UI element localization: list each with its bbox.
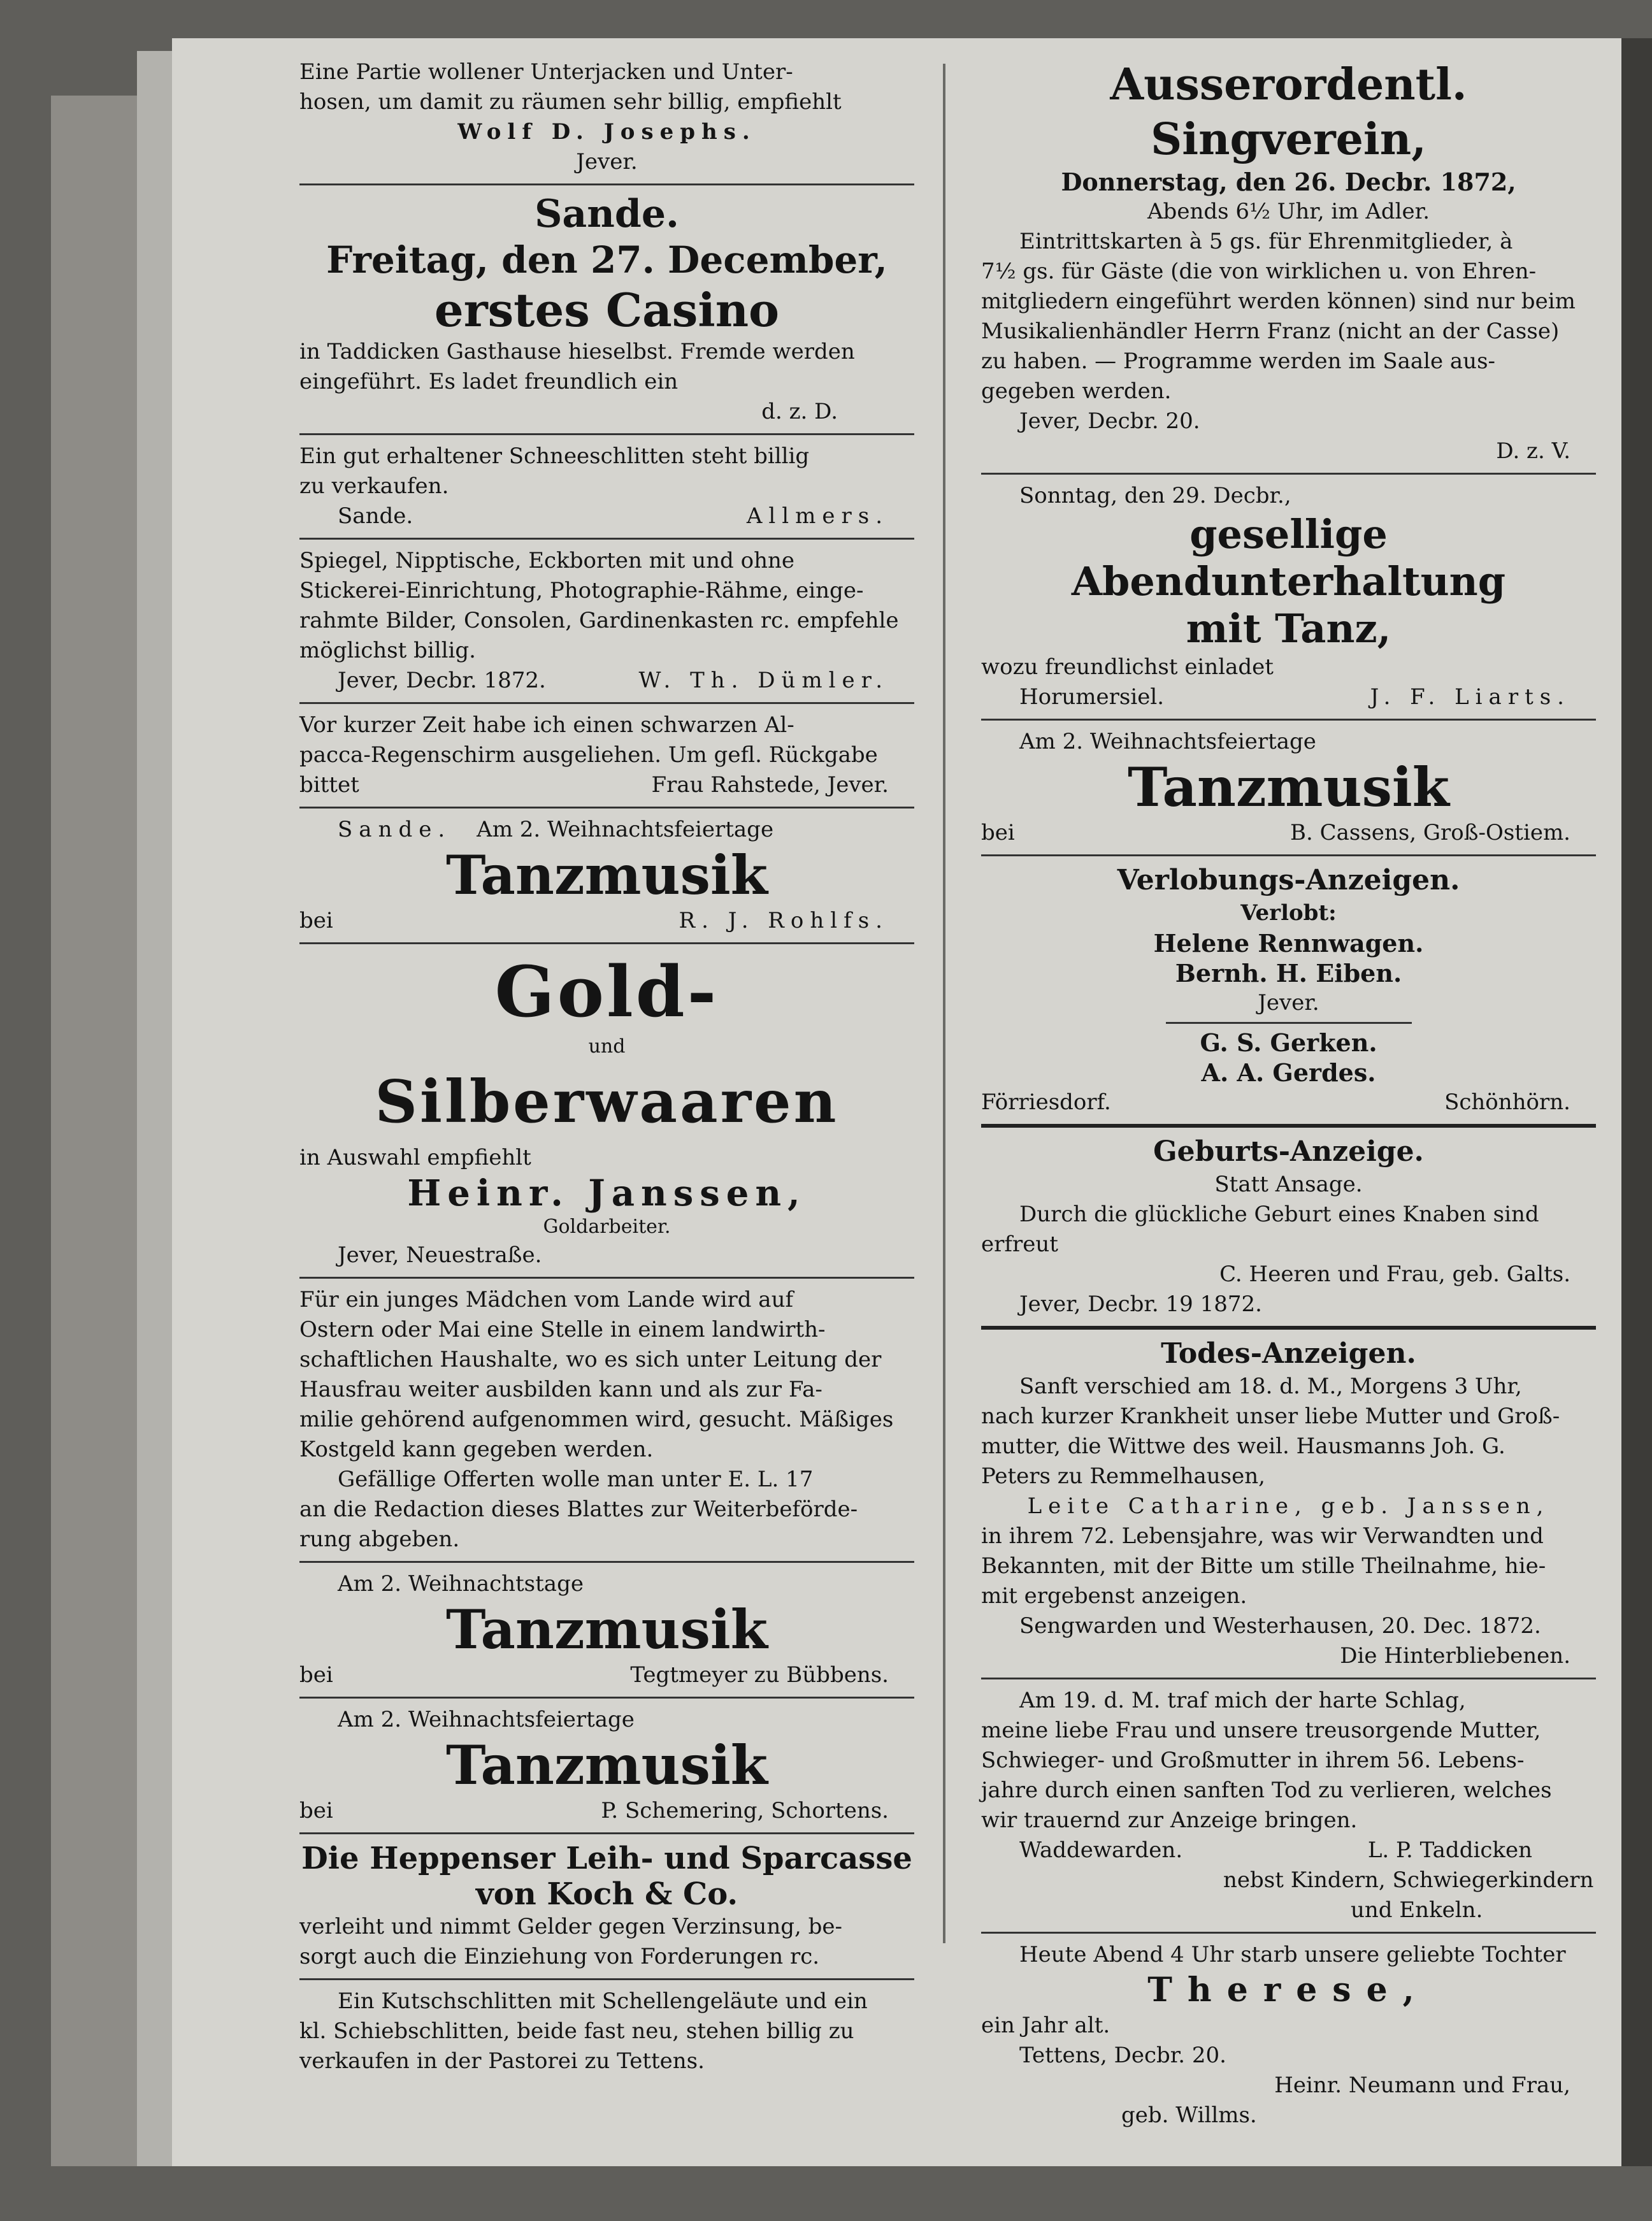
ad-rule [299,538,914,540]
ad-signer: Heinr. Neumann und Frau, [1274,2073,1570,2098]
ad-signer: R. J. Rohlfs. [679,908,889,933]
ad-line: sorgt auch die Einziehung von Forderungen rc. [299,1944,820,1969]
ad-name: Therese, [1147,1971,1430,2009]
ad-line: zu verkaufen. [299,473,449,499]
ad-signer: Allmers. [746,503,889,529]
ad-line: Verlobt: [1240,900,1337,926]
ad-geburt [981,1134,1596,1319]
ad-line: Kostgeld kann gegeben werden. [299,1437,654,1462]
ad-title: Die Heppenser Leih- und Sparcasse [301,1841,912,1876]
ad-line: meine liebe Frau und unsere treusorgende Mutter, [981,1718,1541,1743]
right-column [981,57,1596,2131]
ad-line: wir trauernd zur Anzeige bringen. [981,1808,1358,1833]
ad-sparcasse [299,1841,914,1972]
ad-footer [299,1796,914,1826]
ad-name: G. S. Gerken. [1200,1028,1377,1057]
ad-line: Sanft verschied am 18. d. M., Morgens 3 Uhr, [1019,1374,1522,1399]
ad-rule [299,1978,914,1980]
ad-line: pacca-Regenschirm ausgeliehen. Um gefl. Rückgabe [299,742,878,768]
ad-line: verleiht und nimmt Gelder gegen Verzinsung, be- [299,1914,842,1939]
ad-rule [981,1124,1596,1128]
ad-line: Eintrittskarten à 5 gs. für Ehrenmitglieder, à [1019,229,1513,254]
ad-place: Horumersiel. [1019,684,1165,710]
ad-title: Tanzmusik [1127,756,1450,819]
ad-footer [981,818,1596,848]
book-edge [51,96,143,2166]
ad-title: mit Tanz, [1186,605,1391,652]
ad-rule [299,1832,914,1834]
ad-time: Abends 6½ Uhr, im Adler. [1147,199,1430,224]
ad-rule [299,702,914,704]
ad-line: wozu freundlichst einladet [981,654,1274,680]
ad-place: Sengwarden und Westerhausen, 20. Dec. 1872. [1019,1613,1541,1639]
ad-date: Freitag, den 27. December, [326,238,887,282]
ad-footer [299,1660,914,1690]
ad-signer: D. z. V. [1496,438,1570,464]
ad-heading: Verlobungs-Anzeigen. [1117,864,1460,896]
ad-signer: d. z. D. [761,399,838,424]
ad-line: mutter, die Wittwe des weil. Hausmanns Joh. G. [981,1434,1505,1459]
ad-signer: geb. Willms. [1121,2102,1257,2128]
ad-line: Hausfrau weiter ausbilden kann und als zur Fa- [299,1377,822,1402]
left-column [299,57,914,2076]
ad-signer: Frau Rahstede, Jever. [651,772,889,798]
ad-rule [981,1326,1596,1330]
ad-line: Stickerei-Einrichtung, Photographie-Rähme, einge- [299,578,864,603]
ad-title: gesellige Abendunterhaltung [1071,511,1506,605]
ad-todes-taddicken [981,1686,1596,1925]
ad-casino [299,192,914,427]
ad-signer: nebst Kindern, Schwiegerkindern [1223,1867,1594,1893]
ad-line: in Auswahl empfiehlt [299,1145,531,1170]
ad-place: Schönhörn. [1444,1089,1570,1115]
ad-line: milie gehörend aufgenommen wird, gesucht. Mäßiges [299,1407,894,1432]
ad-unterjacken [299,57,914,177]
ad-line: Eine Partie wollener Unterjacken und Unter- [299,59,793,85]
ad-line: Am 2. Weihnachtstage [338,1571,584,1597]
ad-place: Jever. [1258,990,1319,1016]
ad-signer: C. Heeren und Frau, geb. Galts. [1219,1261,1570,1287]
ad-name: Heinr. Janssen, [407,1172,807,1214]
ad-line: möglichst billig. [299,638,476,663]
ad-line: Ostern oder Mai eine Stelle in einem landwirth- [299,1317,826,1342]
ad-line: Heute Abend 4 Uhr starb unsere geliebte Tochter [1019,1942,1566,1967]
ad-line: schaftlichen Haushalte, wo es sich unter Leitung der [299,1347,882,1372]
ad-title: Tanzmusik [445,844,768,907]
ad-line: gegeben werden. [981,378,1172,404]
ad-line: an die Redaction dieses Blattes zur Weiterbeförde- [299,1497,858,1522]
ad-title: Sande. [535,192,679,236]
ad-place: Sande. [338,817,452,842]
ad-line: Gefällige Offerten wolle man unter E. L. 17 [338,1467,814,1492]
ad-verlobung [981,863,1596,1118]
page-stack-edge [137,51,177,2166]
ad-place: Jever. [576,149,638,175]
ad-bei: bei [981,820,1015,845]
ad-title: Tanzmusik [445,1734,768,1797]
ad-event: erstes Casino [434,283,780,337]
ad-footer [299,501,914,531]
ad-footer [299,666,914,696]
ad-signer: Tegtmeyer zu Bübbens. [630,1662,889,1688]
ad-title: Ausserordentl. Singverein, [1110,59,1467,165]
ad-title: von Koch & Co. [475,1876,738,1912]
ad-line: rahmte Bilder, Consolen, Gardinenkasten rc. empfehle [299,608,899,633]
ad-line: Für ein junges Mädchen vom Lande wird auf [299,1287,794,1312]
ad-place: Jever, Decbr. 20. [1019,408,1200,434]
ad-line: verkaufen in der Pastorei zu Tettens. [299,2048,705,2074]
ad-signer: B. Cassens, Groß-Ostiem. [1290,820,1570,845]
ad-schneeschlitten [299,442,914,531]
ad-line: Ein gut erhaltener Schneeschlitten steht billig [299,443,810,469]
ad-line: in ihrem 72. Lebensjahre, was wir Verwandten und [981,1523,1544,1549]
ad-rule [981,719,1596,721]
ad-footer [981,682,1596,712]
ad-tanzmusik-tegtmeyer [299,1569,914,1690]
ad-kutschschlitten [299,1987,914,2076]
ad-name: Bernh. H. Eiben. [1175,959,1402,988]
ad-place: Jever, Decbr. 19 1872. [1019,1291,1262,1317]
ad-rule-short [1166,1022,1412,1024]
ad-line: Peters zu Remmelhausen, [981,1463,1265,1489]
ad-bei: bei [299,908,333,933]
ad-rule [299,1697,914,1699]
ad-rule [981,473,1596,475]
ad-therese [981,1940,1596,2131]
ad-line: jahre durch einen sanften Tod zu verlieren, welches [981,1778,1552,1803]
ad-tanzmusik-cassens [981,727,1596,848]
ad-line: nach kurzer Krankheit unser liebe Mutter und Groß- [981,1404,1560,1429]
ad-line: hosen, um damit zu räumen sehr billig, empfiehlt [299,89,842,115]
ad-tanzmusik-rohlfs [299,815,914,936]
ad-line: Bekannten, mit der Bitte um stille Theilnahme, hie- [981,1553,1546,1579]
ad-line: kl. Schiebschlitten, beide fast neu, stehen billig zu [299,2018,854,2044]
page-shadow [1621,38,1652,2166]
ad-heading: Todes-Anzeigen. [1161,1337,1416,1370]
ad-rule [299,807,914,809]
ad-rule [299,942,914,944]
ad-tanzmusik-schemering [299,1705,914,1826]
ad-abendunterhaltung [981,481,1596,712]
ad-line: Am 2. Weihnachtsfeiertage [1019,729,1316,754]
ad-signer: Wolf D. Josephs. [457,119,756,145]
ad-line: Ein Kutschschlitten mit Schellengeläute und ein [338,1988,868,2014]
ad-line: rung abgeben. [299,1527,460,1552]
ad-signer: Die Hinterbliebenen. [1340,1643,1570,1669]
ad-footer [981,1088,1596,1118]
ad-line: und [588,1035,626,1058]
ad-line: 7½ gs. für Gäste (die von wirklichen u. von Ehren- [981,259,1537,284]
ad-singverein [981,57,1596,466]
ad-rule [299,1561,914,1563]
ad-place: Jever, Decbr. 1872. [338,668,546,693]
ad-line: Statt Ansage. [1214,1172,1363,1197]
ad-line: Am 2. Weihnachtsfeiertage [477,817,774,842]
ad-line: Schwieger- und Großmutter in ihrem 56. Lebens- [981,1748,1525,1773]
ad-line: Am 19. d. M. traf mich der harte Schlag, [1019,1688,1466,1713]
ad-date: Sonntag, den 29. Decbr., [1019,483,1291,508]
ad-signer: und Enkeln. [1351,1897,1483,1923]
ad-line: mit ergebenst anzeigen. [981,1583,1247,1609]
ad-place: Waddewarden. [1019,1837,1183,1863]
ad-spiegel [299,546,914,696]
ad-line: eingeführt. Es ladet freundlich ein [299,369,679,394]
ad-rule [981,1678,1596,1679]
ad-footer [981,1836,1596,1865]
ad-rule [299,183,914,185]
ad-date: Donnerstag, den 26. Decbr. 1872, [1061,168,1516,196]
ad-gold-silber [299,951,914,1270]
ad-heading: Geburts-Anzeige. [1153,1135,1424,1168]
ad-footer [299,906,914,936]
ad-signer: P. Schemering, Schortens. [601,1798,889,1823]
ad-line: zu haben. — Programme werden im Saale aus- [981,349,1496,374]
ad-bei: bei [299,1662,333,1688]
ad-rule [981,1932,1596,1934]
ad-title: Gold- [494,951,719,1033]
ad-name: A. A. Gerdes. [1201,1058,1376,1087]
ad-line: erfreut [981,1232,1058,1257]
ad-signer: W. Th. Dümler. [638,668,889,693]
ad-maedchen [299,1285,914,1555]
ad-line: Spiegel, Nipptische, Eckborten mit und ohne [299,548,795,573]
ad-rule [981,854,1596,856]
ad-line: Musikalienhändler Herrn Franz (nicht an der Casse) [981,319,1560,344]
ad-name: Helene Rennwagen. [1153,929,1424,958]
ad-line: ein Jahr alt. [981,2013,1110,2038]
column-divider [943,64,945,1943]
ad-line: Durch die glückliche Geburt eines Knaben sind [1019,1202,1539,1227]
ad-place: Förriesdorf. [981,1089,1111,1115]
ad-place: Sande. [338,503,413,529]
ad-name: Leite Catharine, geb. Janssen, [1027,1493,1550,1519]
ad-todes [981,1336,1596,1671]
ad-place: Tettens, Decbr. 20. [1019,2043,1226,2068]
ad-rule [299,1277,914,1279]
ad-place: Jever, Neuestraße. [338,1242,542,1268]
ad-line: Am 2. Weihnachtsfeiertage [338,1707,635,1732]
ad-trade: Goldarbeiter. [543,1216,671,1238]
ad-footer [299,770,914,800]
ad-title: Silberwaaren [375,1067,839,1136]
ad-line: bittet [299,772,359,798]
ad-signer: L. P. Taddicken [1367,1837,1532,1863]
ad-regenschirm [299,710,914,800]
ad-header [299,815,914,845]
ad-rule [299,433,914,435]
ad-signer: J. F. Liarts. [1370,684,1570,710]
ad-line: Vor kurzer Zeit habe ich einen schwarzen Al- [299,712,794,738]
ad-line: mitgliedern eingeführt werden können) sind nur beim [981,289,1576,314]
ad-title: Tanzmusik [445,1598,768,1661]
ad-bei: bei [299,1798,333,1823]
ad-line: in Taddicken Gasthause hieselbst. Fremde werden [299,339,855,364]
